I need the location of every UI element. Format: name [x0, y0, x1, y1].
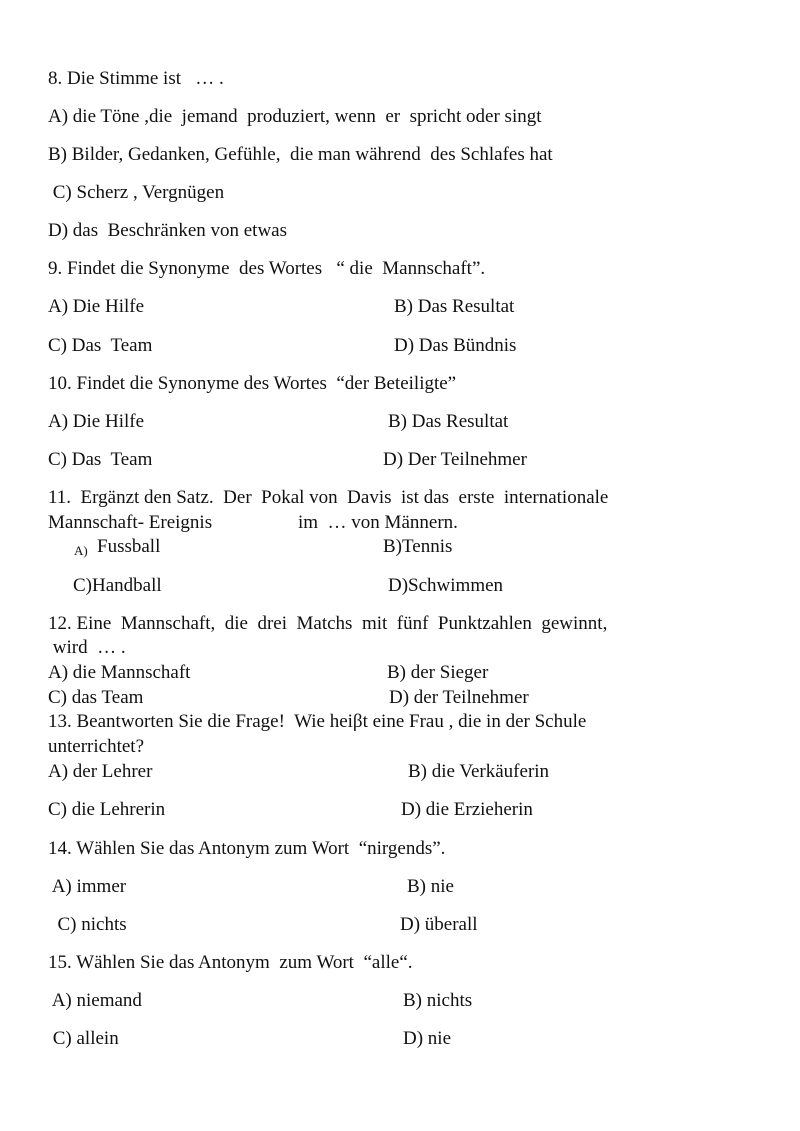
- question-9-option-c: C) Das Team: [48, 335, 153, 356]
- question-11-option-c: C)Handball: [73, 575, 162, 596]
- question-8-option-c: C) Scherz , Vergnügen: [48, 182, 225, 203]
- question-15-option-c: C) allein: [48, 1028, 119, 1049]
- question-10-option-a: A) Die Hilfe: [48, 411, 145, 432]
- question-9-stem: 9. Findet die Synonyme des Wortes “ die Mannschaft”.: [48, 258, 486, 279]
- question-14-option-b: B) nie: [407, 876, 454, 897]
- question-12-option-d: D) der Teilnehmer: [389, 687, 529, 708]
- question-12-option-b: B) der Sieger: [387, 662, 489, 683]
- question-10-option-c: C) Das Team: [48, 449, 153, 470]
- question-10-option-d: D) Der Teilnehmer: [383, 449, 527, 470]
- question-8-option-b: B) Bilder, Gedanken, Gefühle, die man während des Schlafes hat: [48, 144, 553, 165]
- question-10-stem: 10. Findet die Synonyme des Wortes “der Beteiligte”: [48, 373, 457, 394]
- question-11-option-a-marker: A): [74, 543, 88, 558]
- question-10-option-b: B) Das Resultat: [388, 411, 509, 432]
- question-15-stem: 15. Wählen Sie das Antonym zum Wort “alle“.: [48, 952, 413, 973]
- question-8-option-d: D) das Beschränken von etwas: [48, 220, 288, 241]
- question-12-option-c: C) das Team: [48, 687, 144, 708]
- question-13-option-c: C) die Lehrerin: [48, 799, 166, 820]
- question-14-stem: 14. Wählen Sie das Antonym zum Wort “nirgends”.: [48, 838, 446, 859]
- question-11-option-b: B)Tennis: [383, 536, 453, 557]
- question-8-option-a: A) die Töne ,die jemand produziert, wenn er spricht oder singt: [48, 106, 542, 127]
- question-12-stem-line-1: 12. Eine Mannschaft, die drei Matchs mit fünf Punktzahlen gewinnt,: [48, 613, 608, 634]
- question-12-stem-line-2: wird … .: [48, 637, 126, 658]
- question-8-stem: 8. Die Stimme ist … .: [48, 68, 224, 89]
- question-9-option-a: A) Die Hilfe: [48, 296, 145, 317]
- question-12-option-a: A) die Mannschaft: [48, 662, 191, 683]
- question-13-option-a: A) der Lehrer: [48, 761, 153, 782]
- question-13-option-d: D) die Erzieherin: [401, 799, 533, 820]
- question-15-option-b: B) nichts: [403, 990, 473, 1011]
- question-15-option-a: A) niemand: [48, 990, 142, 1011]
- question-13-option-b: B) die Verkäuferin: [408, 761, 550, 782]
- question-11-stem-line-2b: im … von Männern.: [298, 512, 458, 533]
- question-14-option-d: D) überall: [400, 914, 478, 935]
- question-15-option-d: D) nie: [403, 1028, 452, 1049]
- question-9-option-b: B) Das Resultat: [394, 296, 515, 317]
- question-13-stem-line-2: unterrichtet?: [48, 736, 145, 757]
- question-11-stem-line-1: 11. Ergänzt den Satz. Der Pokal von Davis ist das erste internationale: [48, 487, 609, 508]
- question-11-stem-line-2a: Mannschaft- Ereignis: [48, 512, 213, 533]
- question-9-option-d: D) Das Bündnis: [394, 335, 517, 356]
- question-11-option-a: Fussball: [97, 536, 161, 557]
- question-13-stem-line-1: 13. Beantworten Sie die Frage! Wie heiβt eine Frau , die in der Schule: [48, 711, 587, 732]
- question-11-option-d: D)Schwimmen: [388, 575, 504, 596]
- question-14-option-a: A) immer: [48, 876, 127, 897]
- question-14-option-c: C) nichts: [48, 914, 127, 935]
